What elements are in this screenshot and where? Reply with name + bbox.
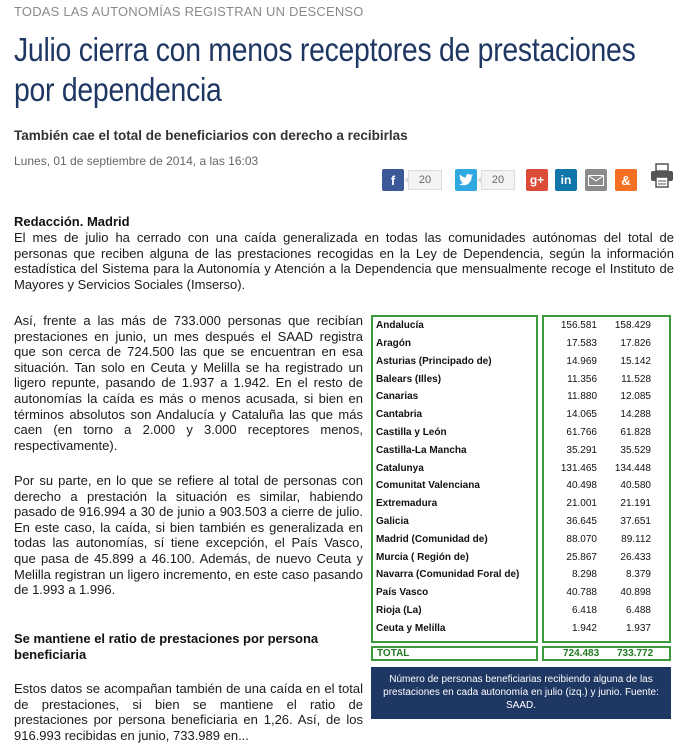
paragraph-3: Por su parte, en lo que se refiere al total de personas con derecho a prestación la situación es similar, habiendo pasado de 916.994 a 30 de junio a 903.503 a cierre de julio. En este caso, la caída, si bien también es generalizada en todas las autonomías, sí tiene excepción, el País Vasco, que pasa de 45.899 a 46.100. Además, de nuevo Ceuta y Melilla registran un ligero incremento, en este caso pasando de 1.993 a 1.996. <box>14 473 363 598</box>
region-name: Castilla y León <box>376 427 447 439</box>
share-meneame[interactable] <box>615 168 637 192</box>
linkedin-icon[interactable]: in <box>555 169 577 191</box>
value-julio: 40.788 <box>566 587 597 599</box>
value-julio: 6.418 <box>571 605 597 617</box>
region-name: Murcia ( Región de) <box>376 551 469 563</box>
table-row <box>371 566 671 584</box>
paragraph-1: El mes de julio ha cerrado con una caída generalizada en todas las comunidades autónomas del total de personas que reciben alguna de las prestaciones recogidas en la Ley de Dependencia, según la información estadística del Sistema para la Autonomía y Atención a la Dependencia que mensualmente recoge el Instituto de Mayores y Servicios Sociales (Imserso). <box>14 230 674 292</box>
region-name: Asturias (Principado de) <box>376 355 492 367</box>
region-name: Castilla-La Mancha <box>376 444 467 456</box>
table-row <box>371 513 671 531</box>
table-row <box>371 620 671 638</box>
value-julio: 14.969 <box>566 355 597 367</box>
region-name: Balears (Illes) <box>376 373 442 385</box>
value-julio: 25.867 <box>566 551 597 563</box>
table-row <box>371 317 671 335</box>
value-junio: 8.379 <box>625 569 651 581</box>
region-name: Comunitat Valenciana <box>376 480 480 492</box>
region-name: Ceuta y Melilla <box>376 622 446 634</box>
region-name: Rioja (La) <box>376 605 422 617</box>
facebook-icon[interactable]: f <box>382 169 404 191</box>
table-row <box>371 442 671 460</box>
paragraph-2: Así, frente a las más de 733.000 personas que recibían prestaciones en junio, un mes después el SAAD registra que son cerca de 724.500 las que se encuentran en esa situación. Tan solo en Ceuta y Melilla se ha registrado un ligero repunte, pasando de 1.937 a 1.942. En el resto de autonomías la caída es más o menos acusada, si bien en términos absolutos son Andalucía y Cataluña las que más caen (en torno a 2.000 y 3.000 receptores menos, respectivamente). <box>14 313 363 453</box>
value-julio: 17.583 <box>566 338 597 350</box>
value-junio: 15.142 <box>620 355 651 367</box>
value-julio: 40.498 <box>566 480 597 492</box>
value-junio: 11.528 <box>621 373 651 385</box>
table-row <box>371 548 671 566</box>
share-facebook[interactable] <box>382 168 442 192</box>
region-name: Navarra (Comunidad Foral de) <box>376 569 520 581</box>
dateline: Redacción. Madrid <box>14 214 130 229</box>
value-julio: 8.298 <box>571 569 597 581</box>
value-junio: 12.085 <box>620 391 651 403</box>
value-junio: 17.826 <box>620 338 651 350</box>
table-row <box>371 495 671 513</box>
table-caption: Número de personas beneficiarias recibiendo alguna de las prestaciones en cada autonomía en julio (izq.) y junio. Fuente: SAAD. <box>371 667 671 719</box>
page-title: Julio cierra con menos receptores de prestaciones por dependencia <box>14 31 636 108</box>
region-name: Extremadura <box>376 498 438 510</box>
value-junio: 6.488 <box>625 605 651 617</box>
value-junio: 40.898 <box>620 587 651 599</box>
table-row <box>371 388 671 406</box>
value-julio: 156.581 <box>560 320 597 332</box>
value-junio: 1.937 <box>625 622 651 634</box>
share-twitter[interactable] <box>455 168 515 192</box>
twitter-count: 20 <box>481 170 515 190</box>
table-row <box>371 424 671 442</box>
share-email[interactable] <box>585 168 607 192</box>
data-table <box>371 315 671 665</box>
value-julio: 35.291 <box>566 444 597 456</box>
value-julio: 61.766 <box>566 427 597 439</box>
googleplus-icon[interactable]: g+ <box>526 169 548 191</box>
region-name: Galicia <box>376 516 409 528</box>
share-linkedin[interactable] <box>555 168 577 192</box>
value-junio: 89.112 <box>621 533 651 545</box>
value-julio: 14.065 <box>566 409 597 421</box>
table-row <box>371 370 671 388</box>
subhead: También cae el total de beneficiarios con derecho a recibirlas <box>14 128 408 143</box>
value-junio: 158.429 <box>614 320 651 332</box>
value-junio: 134.448 <box>614 462 651 474</box>
value-junio: 61.828 <box>620 427 651 439</box>
total-junio: 733.772 <box>617 648 654 659</box>
table-row <box>371 406 671 424</box>
value-junio: 37.651 <box>620 516 651 528</box>
value-julio: 21.001 <box>566 498 597 510</box>
share-googleplus[interactable] <box>526 168 548 192</box>
publish-date: Lunes, 01 de septiembre de 2014, a las 16:03 <box>14 154 259 168</box>
print-icon[interactable] <box>650 163 674 194</box>
table-row <box>371 477 671 495</box>
value-julio: 11.880 <box>567 391 597 403</box>
value-junio: 26.433 <box>620 551 651 563</box>
value-junio: 35.529 <box>620 444 651 456</box>
region-name: Andalucía <box>376 320 424 332</box>
value-julio: 1.942 <box>571 622 597 634</box>
value-julio: 88.070 <box>566 533 597 545</box>
total-values <box>542 646 671 661</box>
value-junio: 21.191 <box>620 498 651 510</box>
region-name: País Vasco <box>376 587 429 599</box>
total-julio: 724.483 <box>563 648 600 659</box>
region-name: Aragón <box>376 338 411 350</box>
paragraph-4: Estos datos se acompañan también de una caída en el total de prestaciones, si bien se mantiene el ratio de prestaciones por persona beneficiaria en 1,26. Así, de los 916.993 recibidas en junio, 733.989 en... <box>14 681 363 743</box>
table-row <box>371 335 671 353</box>
table-row <box>371 353 671 371</box>
value-junio: 14.288 <box>620 409 651 421</box>
table-row <box>371 459 671 477</box>
section-title: Se mantiene el ratio de prestaciones por persona beneficiaria <box>14 631 319 662</box>
table-row <box>371 602 671 620</box>
total-label: TOTAL <box>371 646 538 661</box>
share-print[interactable] <box>650 166 674 190</box>
twitter-icon[interactable] <box>455 169 477 191</box>
region-name: Canarias <box>376 391 419 403</box>
facebook-count: 20 <box>408 170 442 190</box>
email-icon[interactable] <box>585 169 607 191</box>
value-julio: 131.465 <box>560 462 597 474</box>
value-junio: 40.580 <box>620 480 651 492</box>
table-row <box>371 584 671 602</box>
kicker: TODAS LAS AUTONOMÍAS REGISTRAN UN DESCENSO <box>14 4 364 19</box>
table-row <box>371 531 671 549</box>
value-julio: 11.356 <box>567 373 597 385</box>
value-julio: 36.645 <box>566 516 597 528</box>
region-name: Cantabria <box>376 409 423 421</box>
meneame-icon[interactable]: & <box>615 169 637 191</box>
region-name: Catalunya <box>376 462 424 474</box>
region-name: Madrid (Comunidad de) <box>376 533 488 545</box>
